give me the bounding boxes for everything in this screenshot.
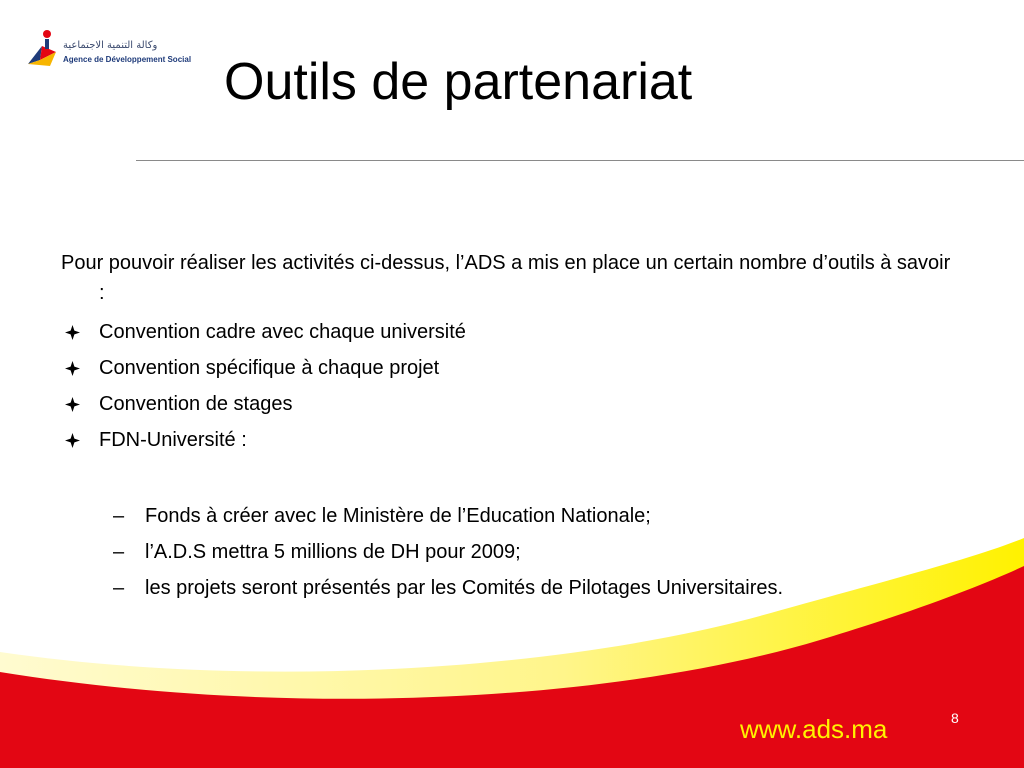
bullet-text: Convention spécifique à chaque projet [99,357,440,379]
bullet-text: Convention de stages [99,393,293,415]
page-number: 8 [951,710,959,726]
diamond-bullet-icon [65,361,80,376]
bullet-item [61,314,961,350]
sub-item-text: Fonds à créer avec le Ministère de l’Education Nationale; [145,505,651,527]
website-link[interactable]: www.ads.ma [740,714,888,744]
logo-arabic-text: وكالة التنمية الاجتماعية [63,40,158,51]
sub-item-text: les projets seront présentés par les Comités de Pilotages Universitaires. [145,577,784,599]
ads-logo [26,26,192,72]
dash-bullet: – [113,577,125,599]
bullet-list [61,314,961,458]
bullet-item [61,386,961,422]
intro-paragraph: Pour pouvoir réaliser les activités ci-dessus, l’ADS a mis en place un certain nombre d’outils à savoir : [61,252,951,304]
diamond-bullet-icon [65,397,80,412]
bullet-text: Convention cadre avec chaque université [99,321,466,343]
title-divider [136,160,1024,161]
bullet-text: FDN-Université : [99,429,247,451]
logo-name: Agence de Développement Social [63,55,192,64]
sub-item-text: l’A.D.S mettra 5 millions de DH pour 2009; [145,541,521,563]
diamond-bullet-icon [65,325,80,340]
ads-logo-mark-icon [26,26,60,68]
diamond-bullet-icon [65,433,80,448]
bullet-item [61,422,961,458]
dash-bullet: – [113,541,125,563]
bullet-item [61,350,961,386]
slide-title: Outils de partenariat [224,53,693,111]
dash-bullet: – [113,505,125,527]
